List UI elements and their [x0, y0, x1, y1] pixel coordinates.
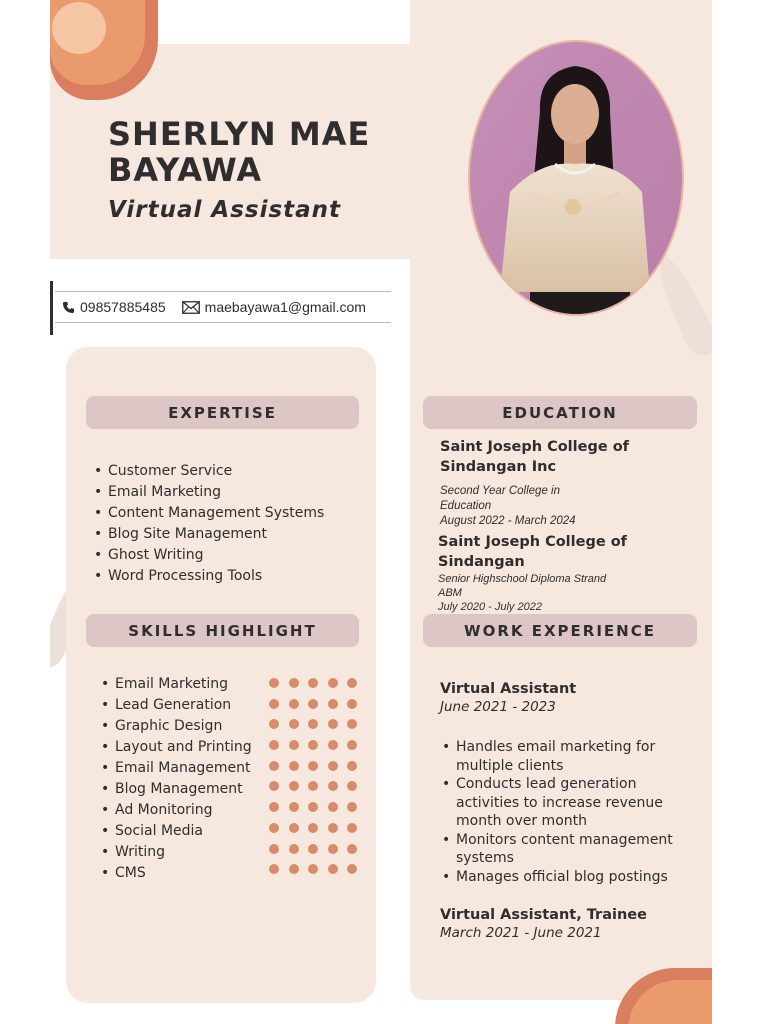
rating-dot: [308, 719, 318, 729]
profile-photo: [468, 40, 684, 316]
rating-dot: [269, 719, 279, 729]
rating-dot: [328, 823, 338, 833]
rating-dot: [289, 844, 299, 854]
skill-item: • CMS: [101, 863, 252, 884]
job-title: Virtual Assistant, Trainee: [440, 907, 647, 923]
rating-dot: [289, 864, 299, 874]
rating-dot: [289, 761, 299, 771]
skill-item: • Graphic Design: [101, 716, 252, 737]
rating-dot: [328, 781, 338, 791]
rating-dot: [347, 678, 357, 688]
rating-dot: [308, 761, 318, 771]
rating-dot: [269, 740, 279, 750]
job-dates: March 2021 - June 2021: [440, 925, 602, 941]
contact-bottom-rule: [55, 322, 391, 323]
duty-line: • Handles email marketing for: [456, 739, 656, 755]
degree-line-2: Education: [440, 500, 492, 512]
skill-rating: [269, 678, 357, 688]
profile-photo-illustration: [470, 42, 684, 316]
skill-item: • Email Marketing: [101, 674, 252, 695]
rating-dot: [269, 844, 279, 854]
rating-dot: [289, 719, 299, 729]
rating-dot: [308, 781, 318, 791]
education-dates: August 2022 - March 2024: [440, 515, 576, 527]
school-name-line-2: Sindangan: [438, 554, 525, 570]
resume-page: [50, 0, 712, 1024]
rating-dot: [308, 802, 318, 812]
education-school: [438, 532, 627, 572]
rating-dot: [289, 781, 299, 791]
phone-contact[interactable]: [62, 299, 166, 315]
list-item: • Content Management Systems: [94, 503, 324, 524]
rating-dot: [269, 699, 279, 709]
rating-dot: [328, 740, 338, 750]
duty-line: systems: [456, 850, 514, 866]
rating-dot: [308, 844, 318, 854]
list-item: • Email Marketing: [94, 482, 324, 503]
duty-item: [442, 775, 673, 831]
skill-item: • Ad Monitoring: [101, 800, 252, 821]
rating-dot: [289, 740, 299, 750]
rating-dot: [269, 802, 279, 812]
rating-dot: [269, 864, 279, 874]
name-line-2: BAYAWA: [108, 151, 263, 189]
job-dates: June 2021 - 2023: [440, 699, 556, 715]
skill-rating: [269, 802, 357, 812]
phone-number: 09857885485: [80, 299, 166, 315]
duty-item: [442, 831, 673, 868]
duty-line: multiple clients: [456, 757, 564, 774]
rating-dot: [328, 864, 338, 874]
school-name-line-2: Sindangan Inc: [440, 459, 557, 475]
list-item: • Ghost Writing: [94, 545, 324, 566]
rating-dot: [328, 678, 338, 688]
rating-dot: [308, 699, 318, 709]
rating-dot: [328, 761, 338, 771]
duty-line: • Manages official blog postings: [456, 868, 668, 885]
education-detail: [440, 484, 576, 529]
rating-dot: [347, 802, 357, 812]
rating-dot: [308, 864, 318, 874]
rating-dot: [269, 781, 279, 791]
skill-rating: [269, 781, 357, 791]
school-name-line-1: Saint Joseph College of: [438, 534, 627, 550]
rating-dot: [347, 844, 357, 854]
skill-rating: [269, 864, 357, 874]
duty-line: • Conducts lead generation: [456, 776, 637, 792]
decorative-blob-top-left-circle: [52, 2, 106, 54]
school-name-line-1: Saint Joseph College of: [440, 439, 629, 455]
job-duties-list: [442, 738, 673, 886]
envelope-icon: [182, 301, 200, 314]
skill-rating: [269, 844, 357, 854]
rating-dot: [347, 864, 357, 874]
skill-item: • Writing: [101, 842, 252, 863]
skill-rating: [269, 719, 357, 729]
rating-dot: [347, 699, 357, 709]
rating-dot: [289, 699, 299, 709]
rating-dot: [347, 823, 357, 833]
expertise-heading: EXPERTISE: [86, 396, 359, 429]
rating-dot: [269, 823, 279, 833]
skill-item: • Social Media: [101, 821, 252, 842]
name-line-1: SHERLYN MAE: [108, 115, 371, 153]
job-title: Virtual Assistant: [440, 681, 577, 697]
duty-line: activities to increase revenue: [456, 794, 663, 811]
rating-dot: [289, 802, 299, 812]
rating-dot: [347, 719, 357, 729]
rating-dot: [269, 678, 279, 688]
education-school: [440, 437, 629, 477]
email-contact[interactable]: [182, 299, 366, 315]
skill-rating-dots: [269, 678, 357, 885]
list-item: • Customer Service: [94, 461, 324, 482]
skill-rating: [269, 740, 357, 750]
duty-line: month over month: [456, 813, 587, 829]
duty-line: • Monitors content management: [456, 831, 673, 848]
rating-dot: [308, 740, 318, 750]
phone-icon: [62, 301, 75, 314]
skill-rating: [269, 699, 357, 709]
rating-dot: [269, 761, 279, 771]
contact-bar: [50, 281, 390, 335]
skill-item: • Layout and Printing: [101, 737, 252, 758]
rating-dot: [347, 761, 357, 771]
email-address: maebayawa1@gmail.com: [204, 299, 366, 315]
duty-item: [442, 868, 673, 887]
rating-dot: [289, 823, 299, 833]
education-heading: EDUCATION: [423, 396, 697, 429]
list-item: • Word Processing Tools: [94, 566, 324, 587]
skill-item: • Blog Management: [101, 779, 252, 800]
contact-bar-accent: [50, 281, 53, 335]
rating-dot: [289, 678, 299, 688]
skill-item: • Lead Generation: [101, 695, 252, 716]
rating-dot: [328, 802, 338, 812]
contact-top-rule: [55, 291, 391, 292]
skill-rating: [269, 823, 357, 833]
contact-row: [62, 299, 382, 315]
expertise-list: [94, 461, 324, 587]
degree-line-1: Second Year College in: [440, 485, 560, 497]
degree-line-2: ABM: [438, 587, 462, 599]
rating-dot: [347, 740, 357, 750]
rating-dot: [308, 678, 318, 688]
rating-dot: [328, 719, 338, 729]
rating-dot: [347, 781, 357, 791]
job-role: Virtual Assistant: [108, 197, 342, 223]
work-experience-heading: WORK EXPERIENCE: [423, 614, 697, 647]
rating-dot: [328, 844, 338, 854]
rating-dot: [328, 699, 338, 709]
skill-item: • Email Management: [101, 758, 252, 779]
candidate-name: [108, 116, 408, 188]
skills-list: [101, 674, 252, 884]
rating-dot: [308, 823, 318, 833]
education-detail: [438, 572, 606, 614]
degree-line-1: Senior Highschool Diploma Strand: [438, 573, 607, 585]
duty-item: [442, 738, 673, 775]
skill-rating: [269, 761, 357, 771]
list-item: • Blog Site Management: [94, 524, 324, 545]
skills-heading: SKILLS HIGHLIGHT: [86, 614, 359, 647]
education-dates: July 2020 - July 2022: [438, 601, 542, 613]
